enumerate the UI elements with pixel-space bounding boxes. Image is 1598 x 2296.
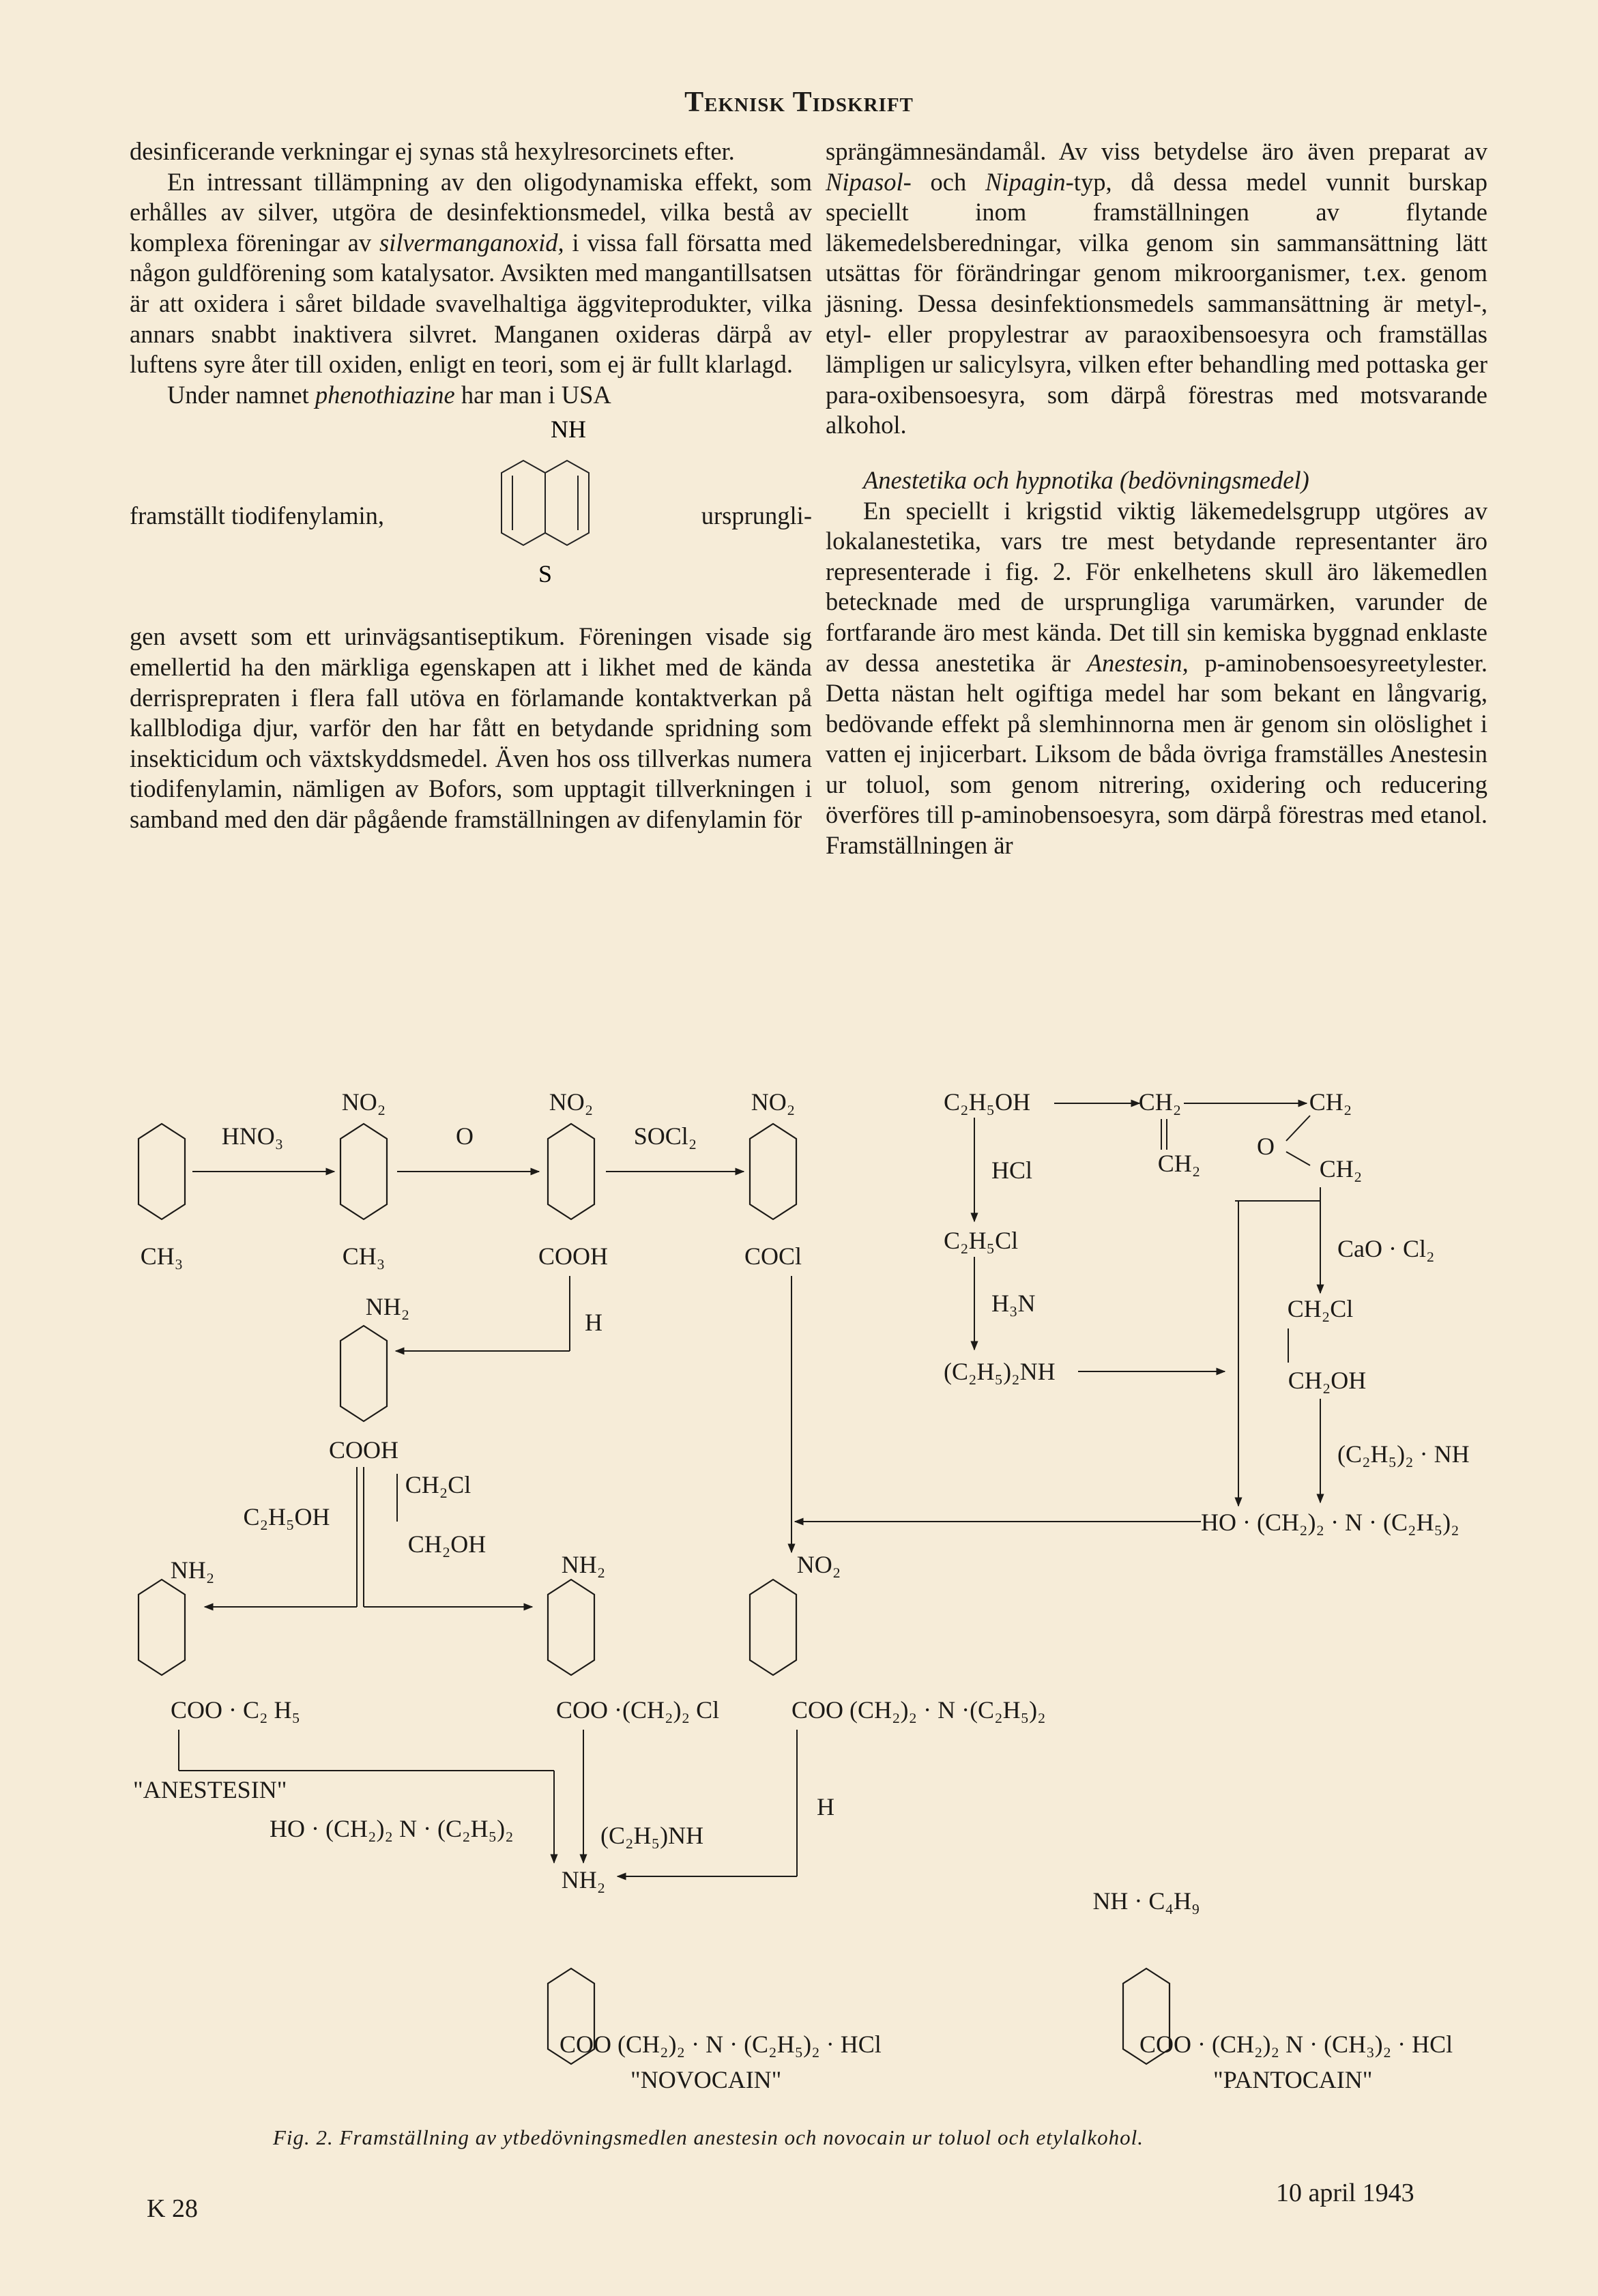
no2-label: NO₂ bbox=[341, 1088, 386, 1116]
no2-label: NO₂ bbox=[796, 1551, 841, 1578]
paragraph: sprängämnesändamål. Av viss betydelse äro även preparat av Nipasol- och Nipagin-typ, då dessa medel vunnit burskap speciellt inom framställningen av flytande läkemedelsberedningar, vilka genom sin sammansättning lätt utsättas för förändringar genom mikroorganismer, t.ex. genom jäsning. Dessa desinfektionsmedels sammansättning är metyl-, etyl- eller propylestrar av paraoxibensoesyra och framställas lämpligen ur salicylsyra, vilken efter behandling med pottaska ger para-oxibensoesyra, som därpå förestras med motsvarande alkohol. bbox=[826, 137, 1487, 439]
nh2-label: NH₂ bbox=[561, 1866, 606, 1893]
paragraph: gen avsett som ett urinvägsantiseptikum. Föreningen visade sig emellertid ha den märkliga egenskapen att i likhet med de kända derrisprepraten i flera fall utöva en förlamande kontaktverkan på kallblodiga djur, varför den har fått en betydande spridning som insekticidum och växtskyddsmedel. Även hos oss tillverkas numera tiodifenylamin, nämligen av Bofors, som upptagit tillverkningen i samband med den där pågående framställningen av difenylamin för bbox=[130, 622, 812, 833]
ethyl-chloride-label: C₂H₅Cl bbox=[944, 1227, 1019, 1254]
paragraph: En speciellt i krigstid viktig läkemedelsgrupp utgöres av lokalanestetika, vars tre mest betydande representanter äro representerade i fig. 2. För enkelhetens skull äro läkemedlen betecknade med de ursprungliga varumärken, varunder de fortfarande äro mest kända. Det till sin kemiska byggnad enklaste av dessa anestetika är Anestesin, p-aminobensoesyreetylester. Detta nästan helt ogiftiga medel har som bekant en långvarig, bedövande effekt på slemhinnorna men är genom sin olöslighet i vatten ej injicerbart. Liksom de båda övriga framställes Anestesin ur toluol, som genom nitrering, oxidering och reducering överföres till p-aminobensoesyra, som därpå förestras med etanol. Framställningen är bbox=[826, 496, 1488, 860]
nh2-label: NH₂ bbox=[170, 1556, 215, 1584]
anestesin-formula: COO · C₂ H₅ bbox=[171, 1696, 301, 1724]
no2-label: NO₂ bbox=[751, 1088, 796, 1116]
ch2-label: CH₂ bbox=[1138, 1088, 1182, 1116]
reagent-cao-cl2: CaO · Cl₂ bbox=[1337, 1235, 1435, 1262]
section-heading: Anestetika och hypnotika (bedövningsmedel) bbox=[863, 465, 1309, 494]
benzene-rings bbox=[139, 1124, 1170, 2064]
page-number: K 28 bbox=[147, 2194, 198, 2223]
diethylamine-label: (C₂H₅)₂NH bbox=[944, 1358, 1056, 1385]
ch3-label: CH₃ bbox=[342, 1243, 386, 1270]
paragraph: En intressant tillämpning av den oligodynamiska effekt, som erhålles av silver, utgöra de desinfektionsmedel, vilka bestå av komplexa föreningar av silvermanganoxid, i vissa fall försatta med någon guldförening som katalysator. Avsikten med mangantillsatsen är att oxidera i såret bildade svavelhaltiga äggviteprodukter, vilka annars snabbt inaktivera silvret. Manganen oxideras därpå av luftens syre åter till oxiden, enligt en teori, som ej är fullt klarlagd. bbox=[130, 167, 812, 379]
reagent-ethanol: C₂H₅OH bbox=[243, 1503, 330, 1530]
reagent-diethylamine: (C₂H₅)₂ · NH bbox=[1337, 1440, 1470, 1468]
cooh-label: COOH bbox=[328, 1436, 399, 1464]
aminoalcohol-label: HO · (CH₂)₂ · N · (C₂H₅)₂ bbox=[1201, 1509, 1459, 1536]
nh-label: NH bbox=[551, 416, 587, 444]
synthesis-scheme bbox=[0, 1078, 1598, 2156]
paragraph: Under namnet phenothiazine har man i USA bbox=[167, 380, 611, 409]
right-column bbox=[826, 136, 1487, 861]
ch2-label: CH₂ bbox=[1319, 1155, 1363, 1182]
phenothiazine-structure-line bbox=[130, 410, 812, 622]
reagent-ammonia: H₃N bbox=[991, 1290, 1036, 1317]
reaction-arrows bbox=[179, 1103, 1320, 1876]
cocl-label: COCl bbox=[744, 1243, 802, 1270]
epoxide-o: O bbox=[1257, 1133, 1275, 1160]
nh2-label: NH₂ bbox=[561, 1551, 606, 1578]
figure-caption: Fig. 2. Framställning av ytbedövningsmedlen anestesin och novocain ur toluol och etylalkohol. bbox=[273, 2125, 1144, 2149]
novocain-name: "NOVOCAIN" bbox=[630, 2066, 782, 2093]
s-label: S bbox=[538, 560, 553, 588]
nh2-label: NH₂ bbox=[365, 1293, 410, 1320]
structure-label-right: ursprungli- bbox=[701, 502, 812, 530]
left-column bbox=[130, 136, 812, 835]
ch2cl-label: CH₂Cl bbox=[405, 1471, 471, 1498]
reagent-socl2: SOCl₂ bbox=[633, 1122, 697, 1150]
ethanol-label: C₂H₅OH bbox=[944, 1088, 1031, 1116]
ch2-label: CH₂ bbox=[1309, 1088, 1352, 1116]
butylamino-label: NH · C₄H₉ bbox=[1092, 1887, 1200, 1915]
paragraph: desinficerande verkningar ej synas stå hexylresorcinets efter. bbox=[130, 137, 735, 165]
ch2oh-label: CH₂OH bbox=[407, 1530, 486, 1558]
reagent-aminoalcohol: HO · (CH₂)₂ N · (C₂H₅)₂ bbox=[270, 1815, 514, 1842]
issue-date: 10 april 1943 bbox=[1276, 2179, 1414, 2207]
reagent-h: H bbox=[817, 1793, 834, 1820]
reagent-diethylamine: (C₂H₅)NH bbox=[600, 1822, 704, 1849]
reagent-h: H bbox=[585, 1309, 602, 1336]
anestesin-name: "ANESTESIN" bbox=[133, 1776, 287, 1803]
pantocain-name: "PANTOCAIN" bbox=[1213, 2066, 1373, 2093]
journal-header: Teknisk Tidskrift bbox=[684, 87, 914, 118]
cooh-label: COOH bbox=[538, 1243, 609, 1270]
hydroxyethyl-label: CH₂OH bbox=[1288, 1367, 1367, 1394]
novocain-formula: COO (CH₂)₂ · N · (C₂H₅)₂ · HCl bbox=[560, 2031, 882, 2058]
reagent-o: O bbox=[456, 1122, 474, 1150]
nitro-ester-formula: COO (CH₂)₂ · N ·(C₂H₅)₂ bbox=[791, 1696, 1046, 1724]
no2-label: NO₂ bbox=[549, 1088, 594, 1116]
ch2-label: CH₂ bbox=[1157, 1150, 1201, 1177]
phenothiazine-structure bbox=[474, 410, 611, 622]
reagent-hno3: HNO₃ bbox=[221, 1122, 284, 1150]
reagent-hcl: HCl bbox=[991, 1157, 1033, 1184]
chloroethyl-ester-formula: COO ·(CH₂)₂ Cl bbox=[556, 1696, 720, 1724]
chloroethyl-label: CH₂Cl bbox=[1287, 1295, 1354, 1322]
ch3-label: CH₃ bbox=[140, 1243, 184, 1270]
pantocain-formula: COO · (CH₂)₂ N · (CH₃)₂ · HCl bbox=[1139, 2031, 1453, 2058]
structure-label-left: framställt tiodifenylamin, bbox=[130, 502, 385, 530]
